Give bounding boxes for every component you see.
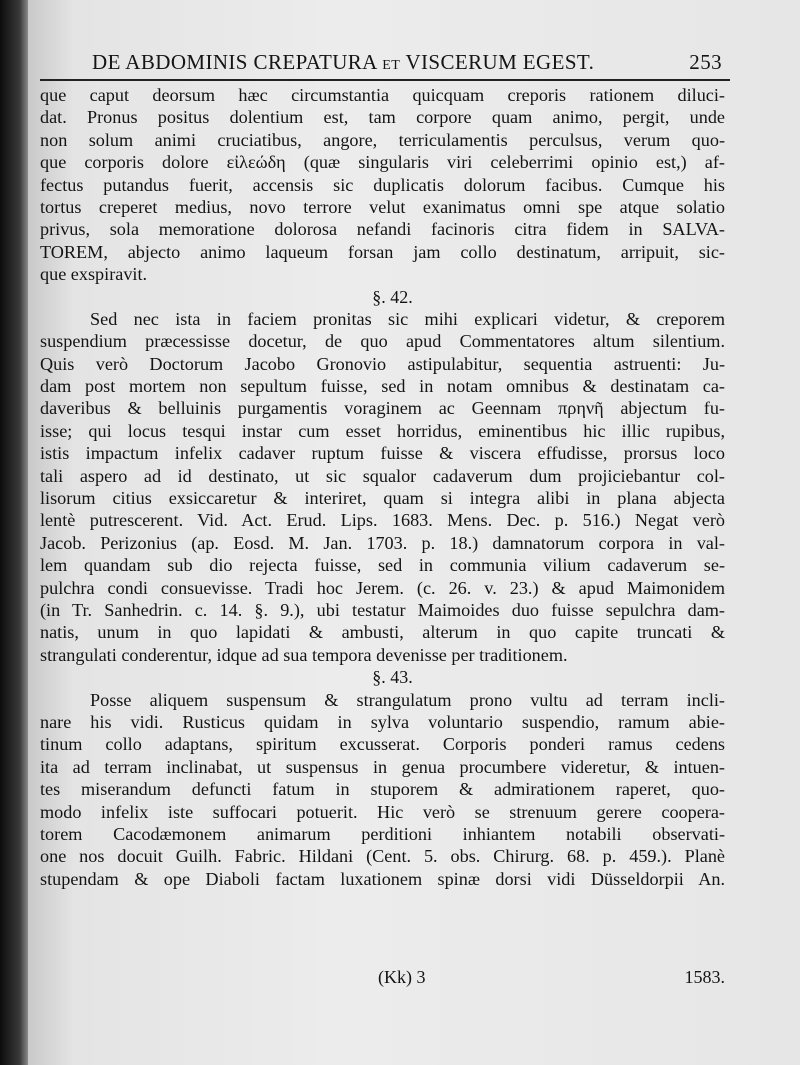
text-line: tinum collo adaptans, spiritum excusserat. Corporis ponderi ramus cedens	[40, 734, 725, 755]
text-line: lentè putrescerent. Vid. Act. Erud. Lips. 1683. Mens. Dec. p. 516.) Negat verò	[40, 510, 725, 531]
text-line: (in Tr. Sanhedrin. c. 14. §. 9.), ubi testatur Maimoides duo fuisse sepulchra dam-	[40, 599, 725, 620]
text-line: que exspiravit.	[40, 264, 148, 285]
text-line: isse; qui locus tesqui instar cum esset horridus, eminentibus hic illic rupibus,	[40, 420, 725, 441]
text-line: dam post mortem non sepultum fuisse, sed in notam omnibus & destinatam ca-	[40, 376, 725, 397]
text-line: TOREM, abjecto animo laqueum forsan jam collo destinatum, arripuit, sic-	[40, 241, 725, 262]
catchword: 1583.	[684, 967, 725, 987]
book-spine-shadow	[0, 0, 28, 1065]
text-line: dat. Pronus positus dolentium est, tam corpore quam animo, pergit, unde	[40, 107, 725, 128]
text-line: strangulati conderentur, idque ad sua tempora devenisse per traditionem.	[40, 644, 568, 665]
running-title-part1: DE ABDOMINIS CREPATURA	[92, 50, 377, 74]
running-title-et: ET	[382, 58, 401, 73]
text-line: ita ad terram inclinabat, ut suspensus in genua procumbere videretur, & intuen-	[40, 756, 725, 777]
text-line: non solum animi cruciatibus, angore, terriculamentis perculsus, verum quo-	[40, 129, 725, 150]
text-line: lisorum citius exsiccaretur & interiret, quam si integra alibi in plana abjecta	[40, 488, 725, 509]
page-number: 253	[689, 50, 722, 74]
text-line: Sed nec ista in faciem pronitas sic mihi explicari videtur, & creporem	[90, 308, 725, 329]
body-text	[40, 84, 725, 890]
header-rule	[40, 79, 730, 81]
text-line: que corporis dolore εἰλεώδη (quæ singularis viri celeberrimi opinio est,) af-	[40, 152, 725, 173]
text-line: nare his vidi. Rusticus quidam in sylva voluntario suspendio, ramum abie-	[40, 711, 725, 732]
text-line: tali aspero ad id destinato, ut sic squalor cadaverum dum projiciebantur col-	[40, 465, 725, 486]
text-line: daveribus & belluinis purgamentis voraginem ac Geennam πρηνῆ abjectum fu-	[40, 398, 725, 419]
section-heading: §. 43.	[372, 667, 413, 688]
text-line: privus, sola memoratione dolorosa nefandi facinoris citra fidem in SALVA-	[40, 219, 725, 240]
page-footer	[40, 967, 725, 991]
text-line: one nos docuit Guilh. Fabric. Hildani (Cent. 5. obs. Chirurg. 68. p. 459.). Planè	[40, 846, 725, 867]
text-line: torem Cacodæmonem animarum perditioni inhiantem notabili observati-	[40, 823, 725, 844]
section-heading: §. 42.	[372, 286, 413, 307]
text-line: fectus putandus fuerit, accensis sic duplicatis dolorum facibus. Cumque his	[40, 174, 725, 195]
text-line: pulchra condi consuevisse. Tradi hoc Jerem. (c. 26. v. 23.) & apud Maimonidem	[40, 577, 725, 598]
text-line: tortus creperet medius, novo terrore velut exanimatus omni spe atque solatio	[40, 196, 725, 217]
running-header	[92, 50, 722, 80]
text-line: stupendam & ope Diaboli factam luxationem spinæ dorsi vidi Düsseldorpii An.	[40, 868, 725, 889]
running-title	[92, 50, 681, 75]
text-line: que caput deorsum hæc circumstantia quicquam creporis rationem diluci-	[40, 85, 725, 105]
text-line: Quis verò Doctorum Jacobo Gronovio astipulabitur, sequentia astruenti: Ju-	[40, 353, 725, 374]
text-line: Jacob. Perizonius (ap. Eosd. M. Jan. 1703. p. 18.) damnatorum corpora in val-	[40, 532, 725, 553]
signature-mark: (Kk) 3	[378, 967, 426, 987]
text-line: natis, unum in quo lapidati & ambusti, alterum in quo capite truncati &	[40, 622, 725, 643]
running-title-part2: VISCERUM EGEST.	[405, 50, 595, 74]
text-line: istis impactum infelix cadaver ruptum fuisse & viscera effudisse, prorsus loco	[40, 443, 725, 464]
text-line: lem quandam sub dio rejecta fuisse, sed in communia vilium cadaverum se-	[40, 555, 725, 576]
text-line: tes miserandum defuncti fatum in stuporem & admirationem raperet, quo-	[40, 779, 725, 800]
text-line: Posse aliquem suspensum & strangulatum prono vultu ad terram incli-	[90, 689, 725, 710]
text-line: suspendium præcessisse docetur, de quo apud Commentatores altum silentium.	[40, 331, 725, 352]
text-line: modo infelix iste suffocari potuerit. Hic verò se strenuum gerere coopera-	[40, 801, 725, 822]
